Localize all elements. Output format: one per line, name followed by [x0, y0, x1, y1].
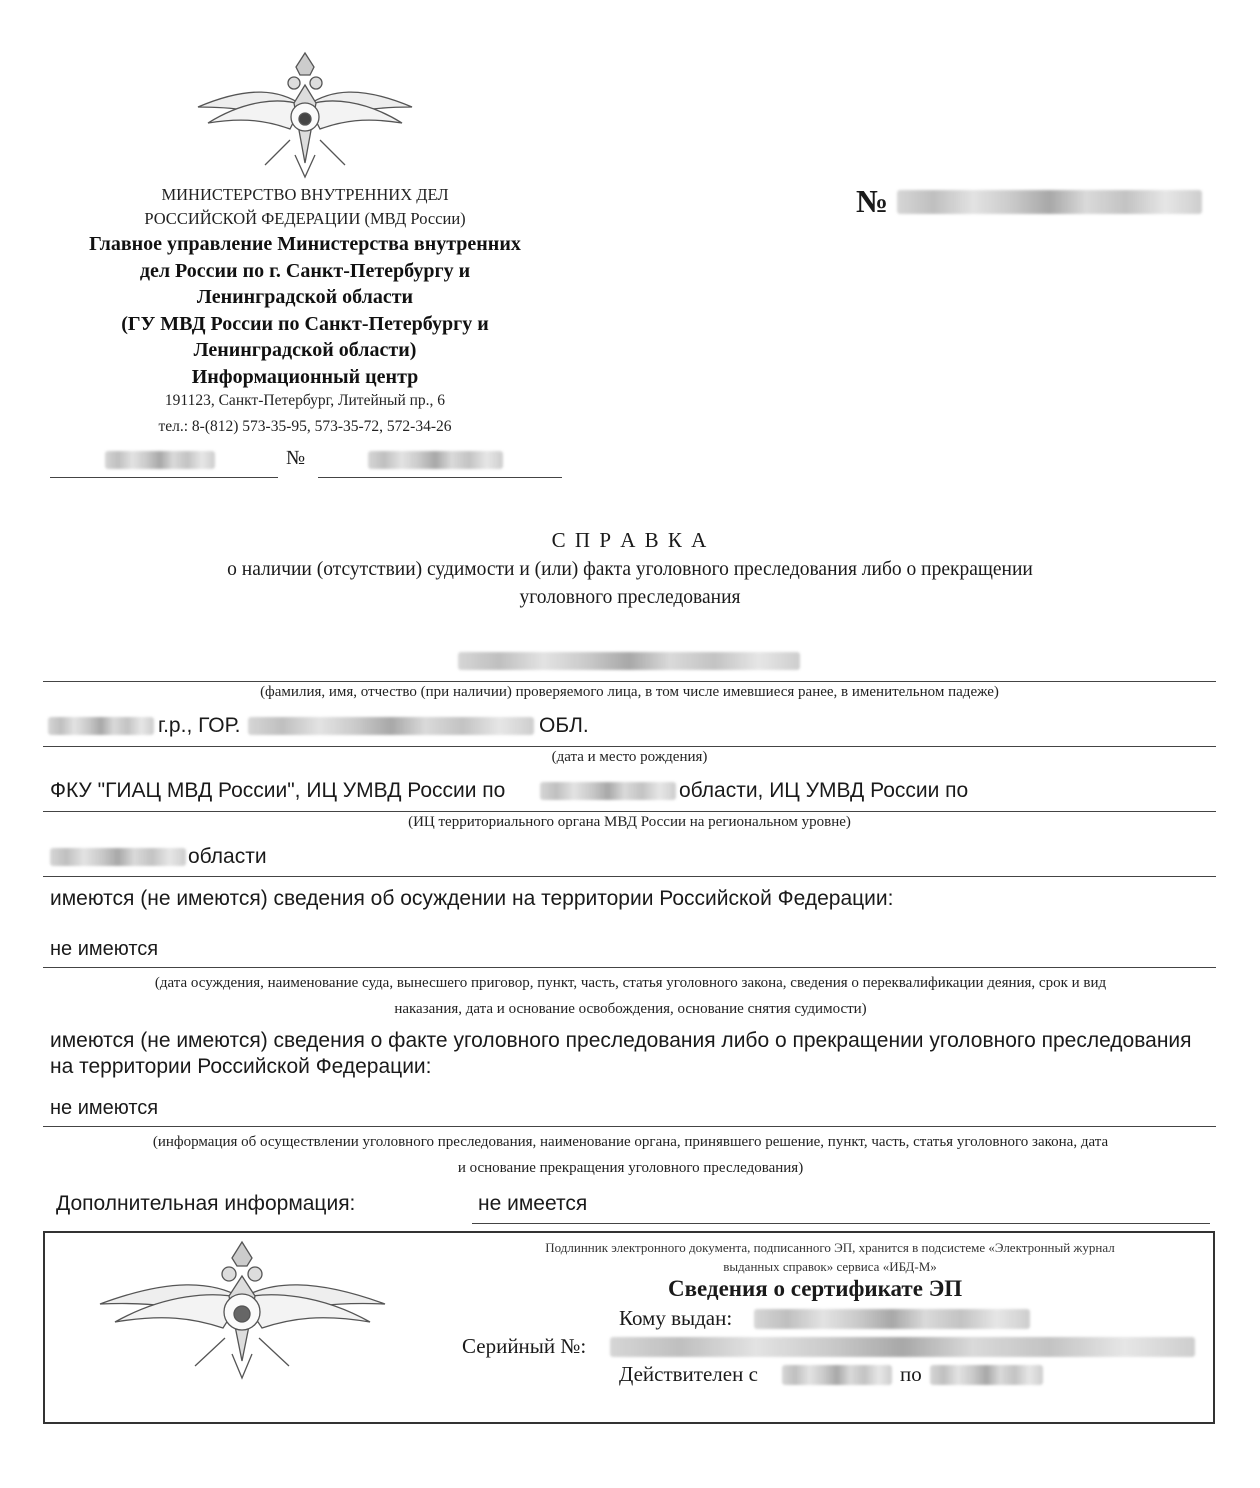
redacted-document-number [897, 190, 1202, 214]
signature-note-line2: выданных справок» сервиса «ИБД-М» [723, 1259, 937, 1274]
redacted-valid-from [782, 1365, 892, 1385]
prosecution-question-line1: имеются (не имеются) сведения о факте уголовного преследования либо о прекращении уголовного преследования [50, 1029, 1192, 1052]
ic-line2-underline [43, 876, 1216, 877]
department-line2: дел России по г. Санкт-Петербургу и [139, 259, 471, 282]
ministry-header [40, 183, 570, 231]
redacted-person-name [458, 652, 800, 670]
redacted-outgoing-date [105, 451, 215, 469]
ministry-name-line1: МИНИСТЕРСТВО ВНУТРЕННИХ ДЕЛ [161, 185, 449, 204]
conviction-question: имеются (не имеются) сведения об осуждении на территории Российской Федерации: [50, 887, 894, 910]
certificate-title: Сведения о сертификате ЭП [668, 1276, 963, 1301]
signature-note [470, 1238, 1190, 1276]
outgoing-number-sign: № [286, 447, 306, 469]
subtitle-line1: о наличии (отсутствии) судимости и (или) факта уголовного преследования либо о прекращении [227, 559, 1033, 580]
signature-note-line1: Подлинник электронного документа, подписанного ЭП, хранится в подсистеме «Электронный журнал [545, 1240, 1115, 1255]
additional-info-label: Дополнительная информация: [56, 1192, 356, 1215]
outgoing-date-underline [50, 477, 278, 478]
birth-gr-label: г.р., ГОР. [158, 714, 241, 737]
ic-line2-suffix: области [188, 845, 267, 868]
prosecution-question-line2: на территории Российской Федерации: [50, 1055, 432, 1078]
prosecution-question [50, 1028, 1230, 1080]
ministry-name-line2: РОССИЙСКОЙ ФЕДЕРАЦИИ (МВД России) [144, 209, 466, 228]
conviction-caption-line1: (дата осуждения, наименование суда, вынесшего приговор, пункт, часть, статья уголовного закона, сведения о переквалификации деяния, срок и вид [154, 975, 1107, 991]
department-line6: Информационный центр [191, 365, 419, 388]
document-title: С П Р А В К А [551, 528, 709, 552]
redacted-region-2 [50, 848, 186, 866]
redacted-outgoing-number [368, 451, 503, 469]
phones: тел.: 8-(812) 573-35-95, 573-35-72, 572-34-26 [158, 418, 452, 435]
conviction-caption-line2: наказания, дата и основание освобождения, основание снятия судимости) [394, 1001, 867, 1017]
conviction-underline [43, 967, 1216, 968]
conviction-caption [43, 970, 1218, 1022]
outgoing-number-underline [318, 477, 562, 478]
prosecution-underline [43, 1126, 1216, 1127]
valid-from-label: Действителен с [619, 1362, 758, 1386]
additional-info-value: не имеется [478, 1192, 588, 1215]
ic-caption: (ИЦ территориального органа МВД России на региональном уровне) [408, 814, 851, 830]
prosecution-caption [43, 1129, 1218, 1181]
redacted-valid-to [930, 1365, 1043, 1385]
birth-underline [43, 746, 1216, 747]
redacted-issued-to [754, 1309, 1030, 1329]
redacted-birth-date [48, 717, 154, 735]
ic-underline [43, 811, 1216, 812]
prosecution-answer: не имеются [50, 1097, 159, 1119]
department-name [40, 231, 570, 390]
serial-label: Серийный №: [462, 1334, 587, 1358]
prosecution-caption-line1: (информация об осуществлении уголовного преследования, наименование органа, принявшего решение, пункт, часть, статья уголовного закона, дата [152, 1134, 1109, 1150]
mvd-emblem-bottom-icon [95, 1236, 390, 1381]
birth-caption: (дата и место рождения) [551, 749, 708, 765]
document-subtitle [0, 556, 1260, 612]
issued-to-label: Кому выдан: [619, 1306, 733, 1330]
prosecution-caption-line2: и основание прекращения уголовного преследования) [457, 1160, 804, 1176]
contacts [40, 388, 570, 440]
ic-line-part1: ФКУ "ГИАЦ МВД России", ИЦ УМВД России по [50, 779, 506, 802]
name-underline [43, 681, 1216, 682]
document-number-sign: № [856, 183, 889, 219]
name-caption: (фамилия, имя, отчество (при наличии) проверяемого лица, в том числе имевшиеся ранее, в именительном падеже) [260, 684, 999, 700]
address: 191123, Санкт-Петербург, Литейный пр., 6 [164, 392, 446, 409]
subtitle-line2: уголовного преследования [519, 587, 741, 608]
department-line3: Ленинградской области [196, 286, 414, 308]
redacted-birth-place [248, 717, 534, 735]
department-line1: Главное управление Министерства внутренних [89, 233, 521, 255]
department-line5: Ленинградской области) [193, 339, 417, 361]
additional-info-underline [472, 1223, 1210, 1224]
valid-to-label: по [900, 1362, 922, 1386]
redacted-serial-number [610, 1337, 1195, 1357]
birth-obl-label: ОБЛ. [539, 714, 589, 737]
redacted-region-1 [540, 782, 676, 800]
conviction-answer: не имеются [50, 938, 159, 960]
mvd-emblem-icon [190, 45, 420, 180]
ic-line-part2: области, ИЦ УМВД России по [679, 779, 969, 802]
department-line4: (ГУ МВД России по Санкт-Петербургу и [121, 312, 489, 335]
